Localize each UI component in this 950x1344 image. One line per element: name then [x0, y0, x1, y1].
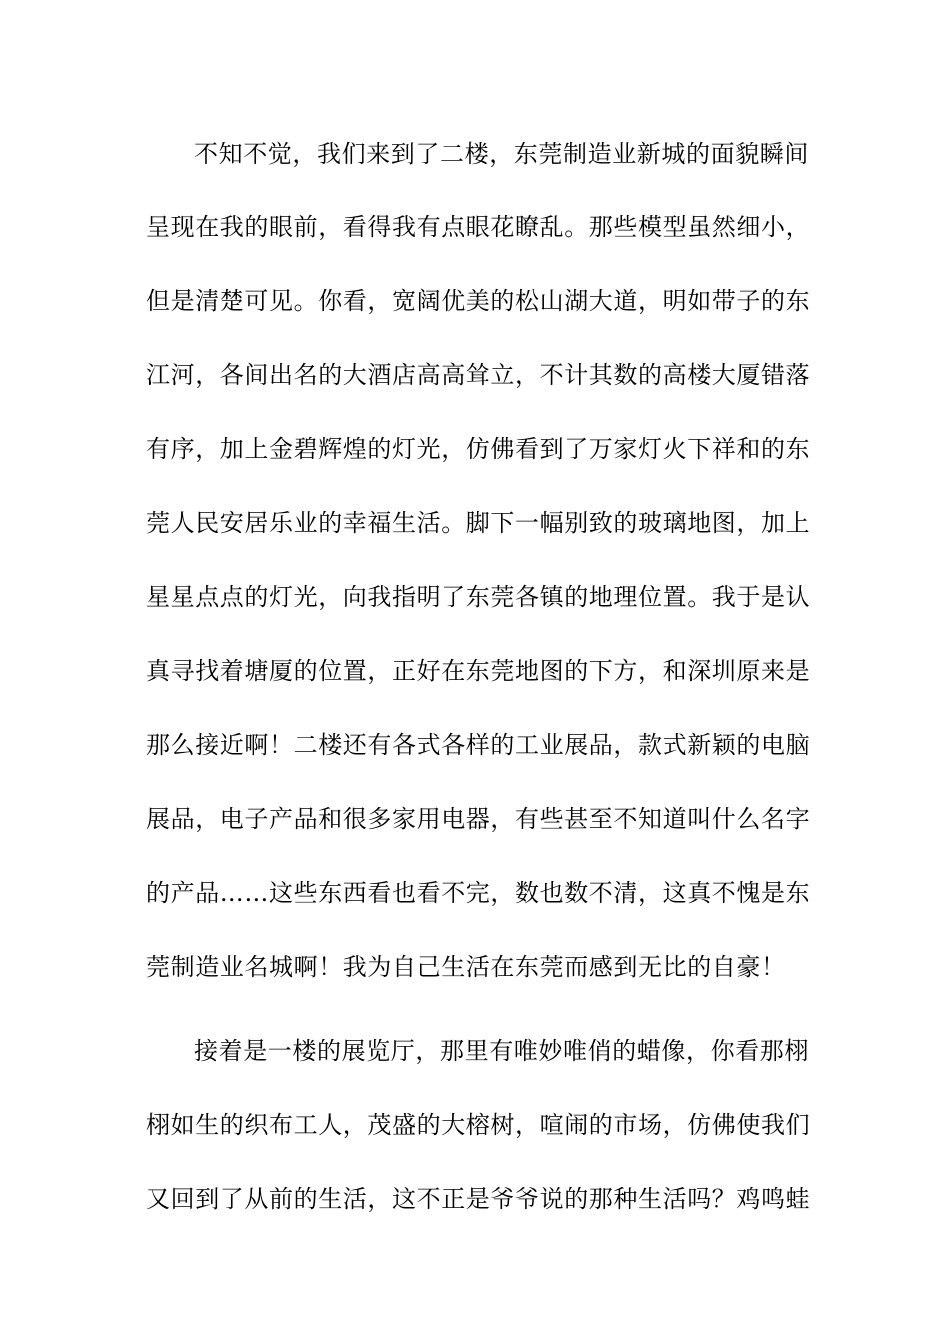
paragraph-1-line-12: 莞制造业名城啊！我为自己生活在东莞而感到无比的自豪！	[146, 953, 786, 981]
paragraph-2-line-1: 接着是一楼的展览厅，那里有唯妙唯俏的蜡像，你看那栩	[194, 1037, 809, 1065]
paragraph-1-line-7: 星星点点的灯光，向我指明了东莞各镇的地理位置。我于是认	[146, 583, 811, 611]
paragraph-1-line-9: 那么接近啊！二楼还有各式各样的工业展品，款式新颖的电脑	[146, 731, 811, 759]
paragraph-2-line-2: 栩如生的织布工人，茂盛的大榕树，喧闹的市场，仿佛使我们	[146, 1111, 811, 1139]
paragraph-1-line-4: 江河，各间出名的大酒店高高耸立，不计其数的高楼大厦错落	[146, 361, 811, 389]
paragraph-2-line-3: 又回到了从前的生活，这不正是爷爷说的那种生活吗？鸡鸣蛙	[146, 1185, 811, 1213]
paragraph-1-line-10: 展品，电子产品和很多家用电器，有些甚至不知道叫什么名字	[146, 805, 811, 833]
paragraph-1-line-1: 不知不觉，我们来到了二楼，东莞制造业新城的面貌瞬间	[194, 140, 809, 168]
paragraph-1-line-6: 莞人民安居乐业的幸福生活。脚下一幅别致的玻璃地图，加上	[146, 509, 811, 537]
paragraph-1-line-2: 呈现在我的眼前，看得我有点眼花瞭乱。那些模型虽然细小，	[146, 213, 811, 241]
paragraph-1-line-3: 但是清楚可见。你看，宽阔优美的松山湖大道，明如带子的东	[146, 287, 811, 315]
paragraph-1-line-8: 真寻找着塘厦的位置，正好在东莞地图的下方，和深圳原来是	[146, 657, 811, 685]
paragraph-1-line-5: 有序，加上金碧辉煌的灯光，仿佛看到了万家灯火下祥和的东	[146, 435, 811, 463]
paragraph-1-line-11: 的产品……这些东西看也看不完，数也数不清，这真不愧是东	[146, 879, 811, 907]
